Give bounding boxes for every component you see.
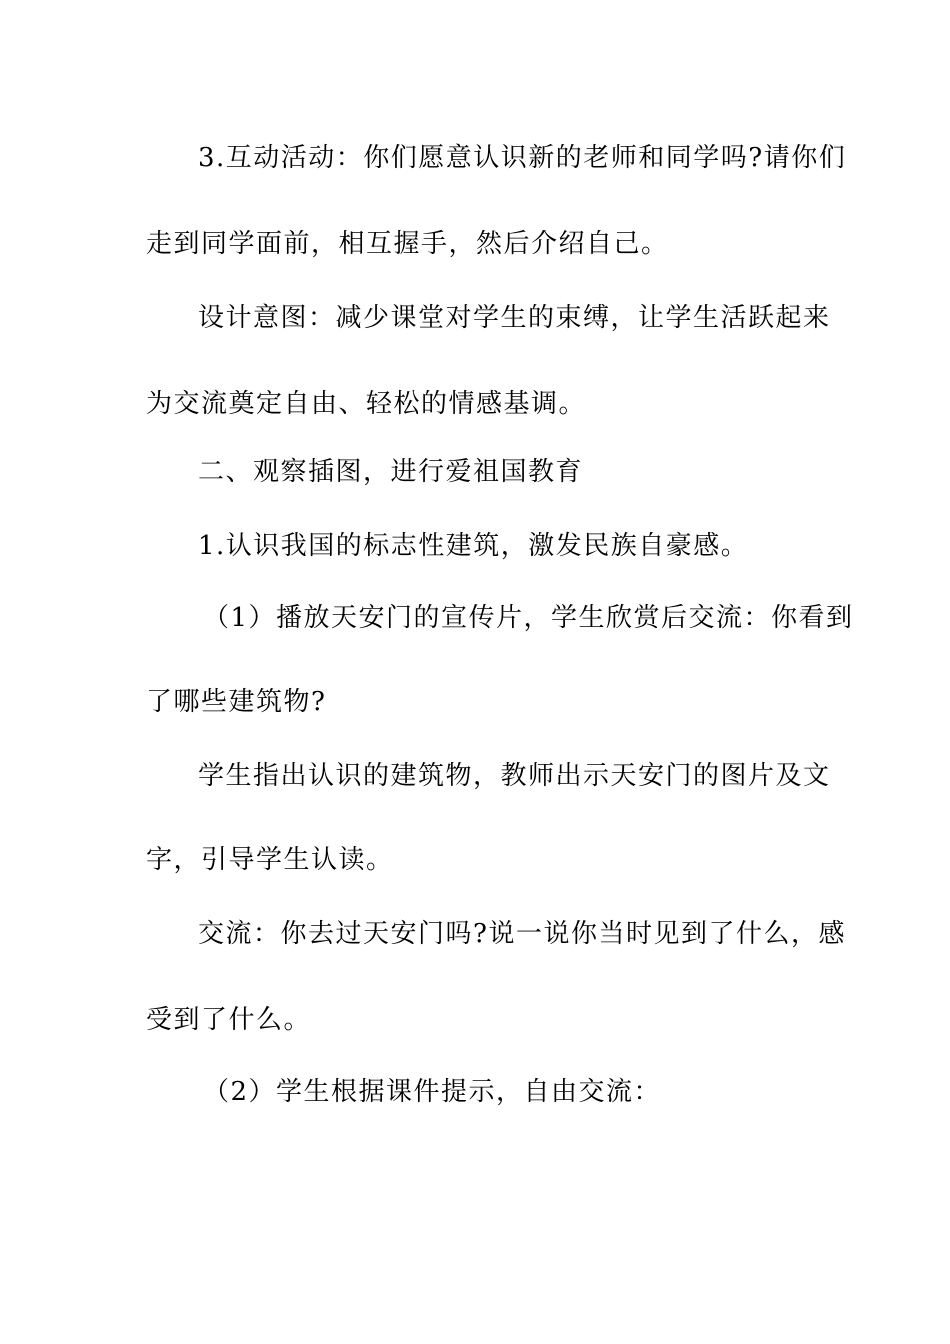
paragraph-line: 设计意图：减少课堂对学生的束缚，让学生活跃起来 [198,303,831,333]
paragraph-line: （1）播放天安门的宣传片，学生欣赏后交流：你看到 [203,603,854,633]
paragraph-line: （2）学生根据课件提示，自由交流： [203,1077,662,1107]
paragraph-line: 为交流奠定自由、轻松的情感基调。 [146,389,587,419]
paragraph-line: 字，引导学生认读。 [146,845,394,875]
paragraph-line: 3.互动活动：你们愿意认识新的老师和同学吗?请你们 [198,143,847,173]
paragraph-line: 交流：你去过天安门吗?说一说你当时见到了什么，感 [198,919,846,949]
paragraph-line: 受到了什么。 [146,1005,312,1035]
section-heading: 二、观察插图，进行爱祖国教育 [198,457,584,487]
paragraph-line: 了哪些建筑物? [146,687,327,717]
paragraph-line: 学生指出认识的建筑物，教师出示天安门的图片及文 [198,761,831,791]
subsection-heading: 1.认识我国的标志性建筑，激发民族自豪感。 [198,531,749,561]
paragraph-line: 走到同学面前，相互握手，然后介绍自己。 [146,229,669,259]
